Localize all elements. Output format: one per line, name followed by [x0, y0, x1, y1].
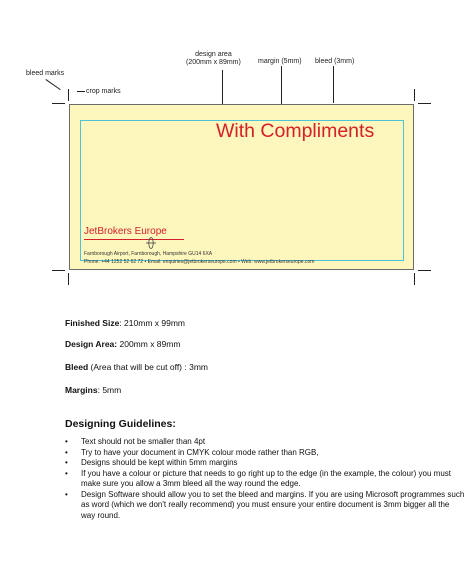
crop-marks-leader: [77, 91, 85, 92]
crop-mark-tl-v: [68, 89, 69, 101]
card-contact: Phone: +44 1252 52 62 72 • Email: enquiries@jetbrokerseurope.com • Web: www.jetbrokerseurope.com: [84, 259, 315, 265]
guidelines-title: Designing Guidelines:: [65, 418, 176, 430]
spec-margins-label: Margins: [65, 385, 98, 395]
list-item: • Try to have your document in CMYK colour mode rather than RGB,: [65, 448, 465, 459]
crop-mark-bl-h: [52, 270, 65, 271]
spec-bleed-label: Bleed: [65, 362, 89, 372]
list-item: • Designs should be kept within 5mm margins: [65, 458, 465, 469]
spec-margins-value: : 5mm: [97, 385, 122, 395]
guidelines-list: [65, 437, 465, 521]
list-item: • Text should not be smaller than 4pt: [65, 437, 465, 448]
spec-bleed: [65, 362, 208, 372]
crop-marks-label: crop marks: [86, 88, 121, 95]
brand-underline: [84, 239, 184, 240]
spec-margins: [65, 385, 121, 395]
spec-finished-size-label: Finished Size: [65, 318, 120, 328]
spec-finished-size: [65, 318, 185, 328]
spec-design-area: [65, 339, 180, 349]
spec-finished-size-value: : 210mm x 99mm: [119, 318, 185, 328]
crop-mark-bl-v: [68, 273, 69, 285]
bleed-marks-leader-h: [45, 79, 60, 90]
bleed-marks-label: bleed marks: [26, 70, 65, 77]
crop-mark-br-v: [414, 273, 415, 285]
crop-mark-tr-h: [418, 103, 431, 104]
card-headline: With Compliments: [216, 120, 375, 142]
design-area-label: [186, 51, 241, 67]
bleed-label: bleed (3mm): [315, 58, 355, 65]
design-area-label-line2: (200mm x 89mm): [186, 59, 241, 66]
bleed-leader: [333, 66, 334, 103]
list-item: • Design Software should allow you to set the bleed and margins. If you are using Microsoft programmes such as word (which we don't really recommend) you must ensure your entire document is 3mm bigger all the way round.: [65, 490, 465, 522]
crop-mark-br-h: [418, 270, 431, 271]
spec-design-area-label: Design Area:: [65, 339, 118, 349]
crop-mark-tl-h: [52, 103, 65, 104]
list-item: • If you have a colour or picture that needs to go right up to the edge (in the example, the colour) you must make sure you allow a 3mm bleed all the way round the edge.: [65, 469, 465, 490]
card-address: Farnborough Airport, Farnborough, Hampshire GU14 6XA: [84, 251, 213, 257]
design-area-label-line1: design area: [195, 51, 232, 58]
airplane-logo-icon: [144, 236, 158, 250]
margin-label: margin (5mm): [258, 58, 302, 65]
spec-design-area-value: 200mm x 89mm: [117, 339, 181, 349]
crop-mark-tr-v: [414, 89, 415, 101]
spec-bleed-value: (Area that will be cut off) : 3mm: [88, 362, 208, 372]
card-brand: JetBrokers Europe: [84, 226, 167, 237]
